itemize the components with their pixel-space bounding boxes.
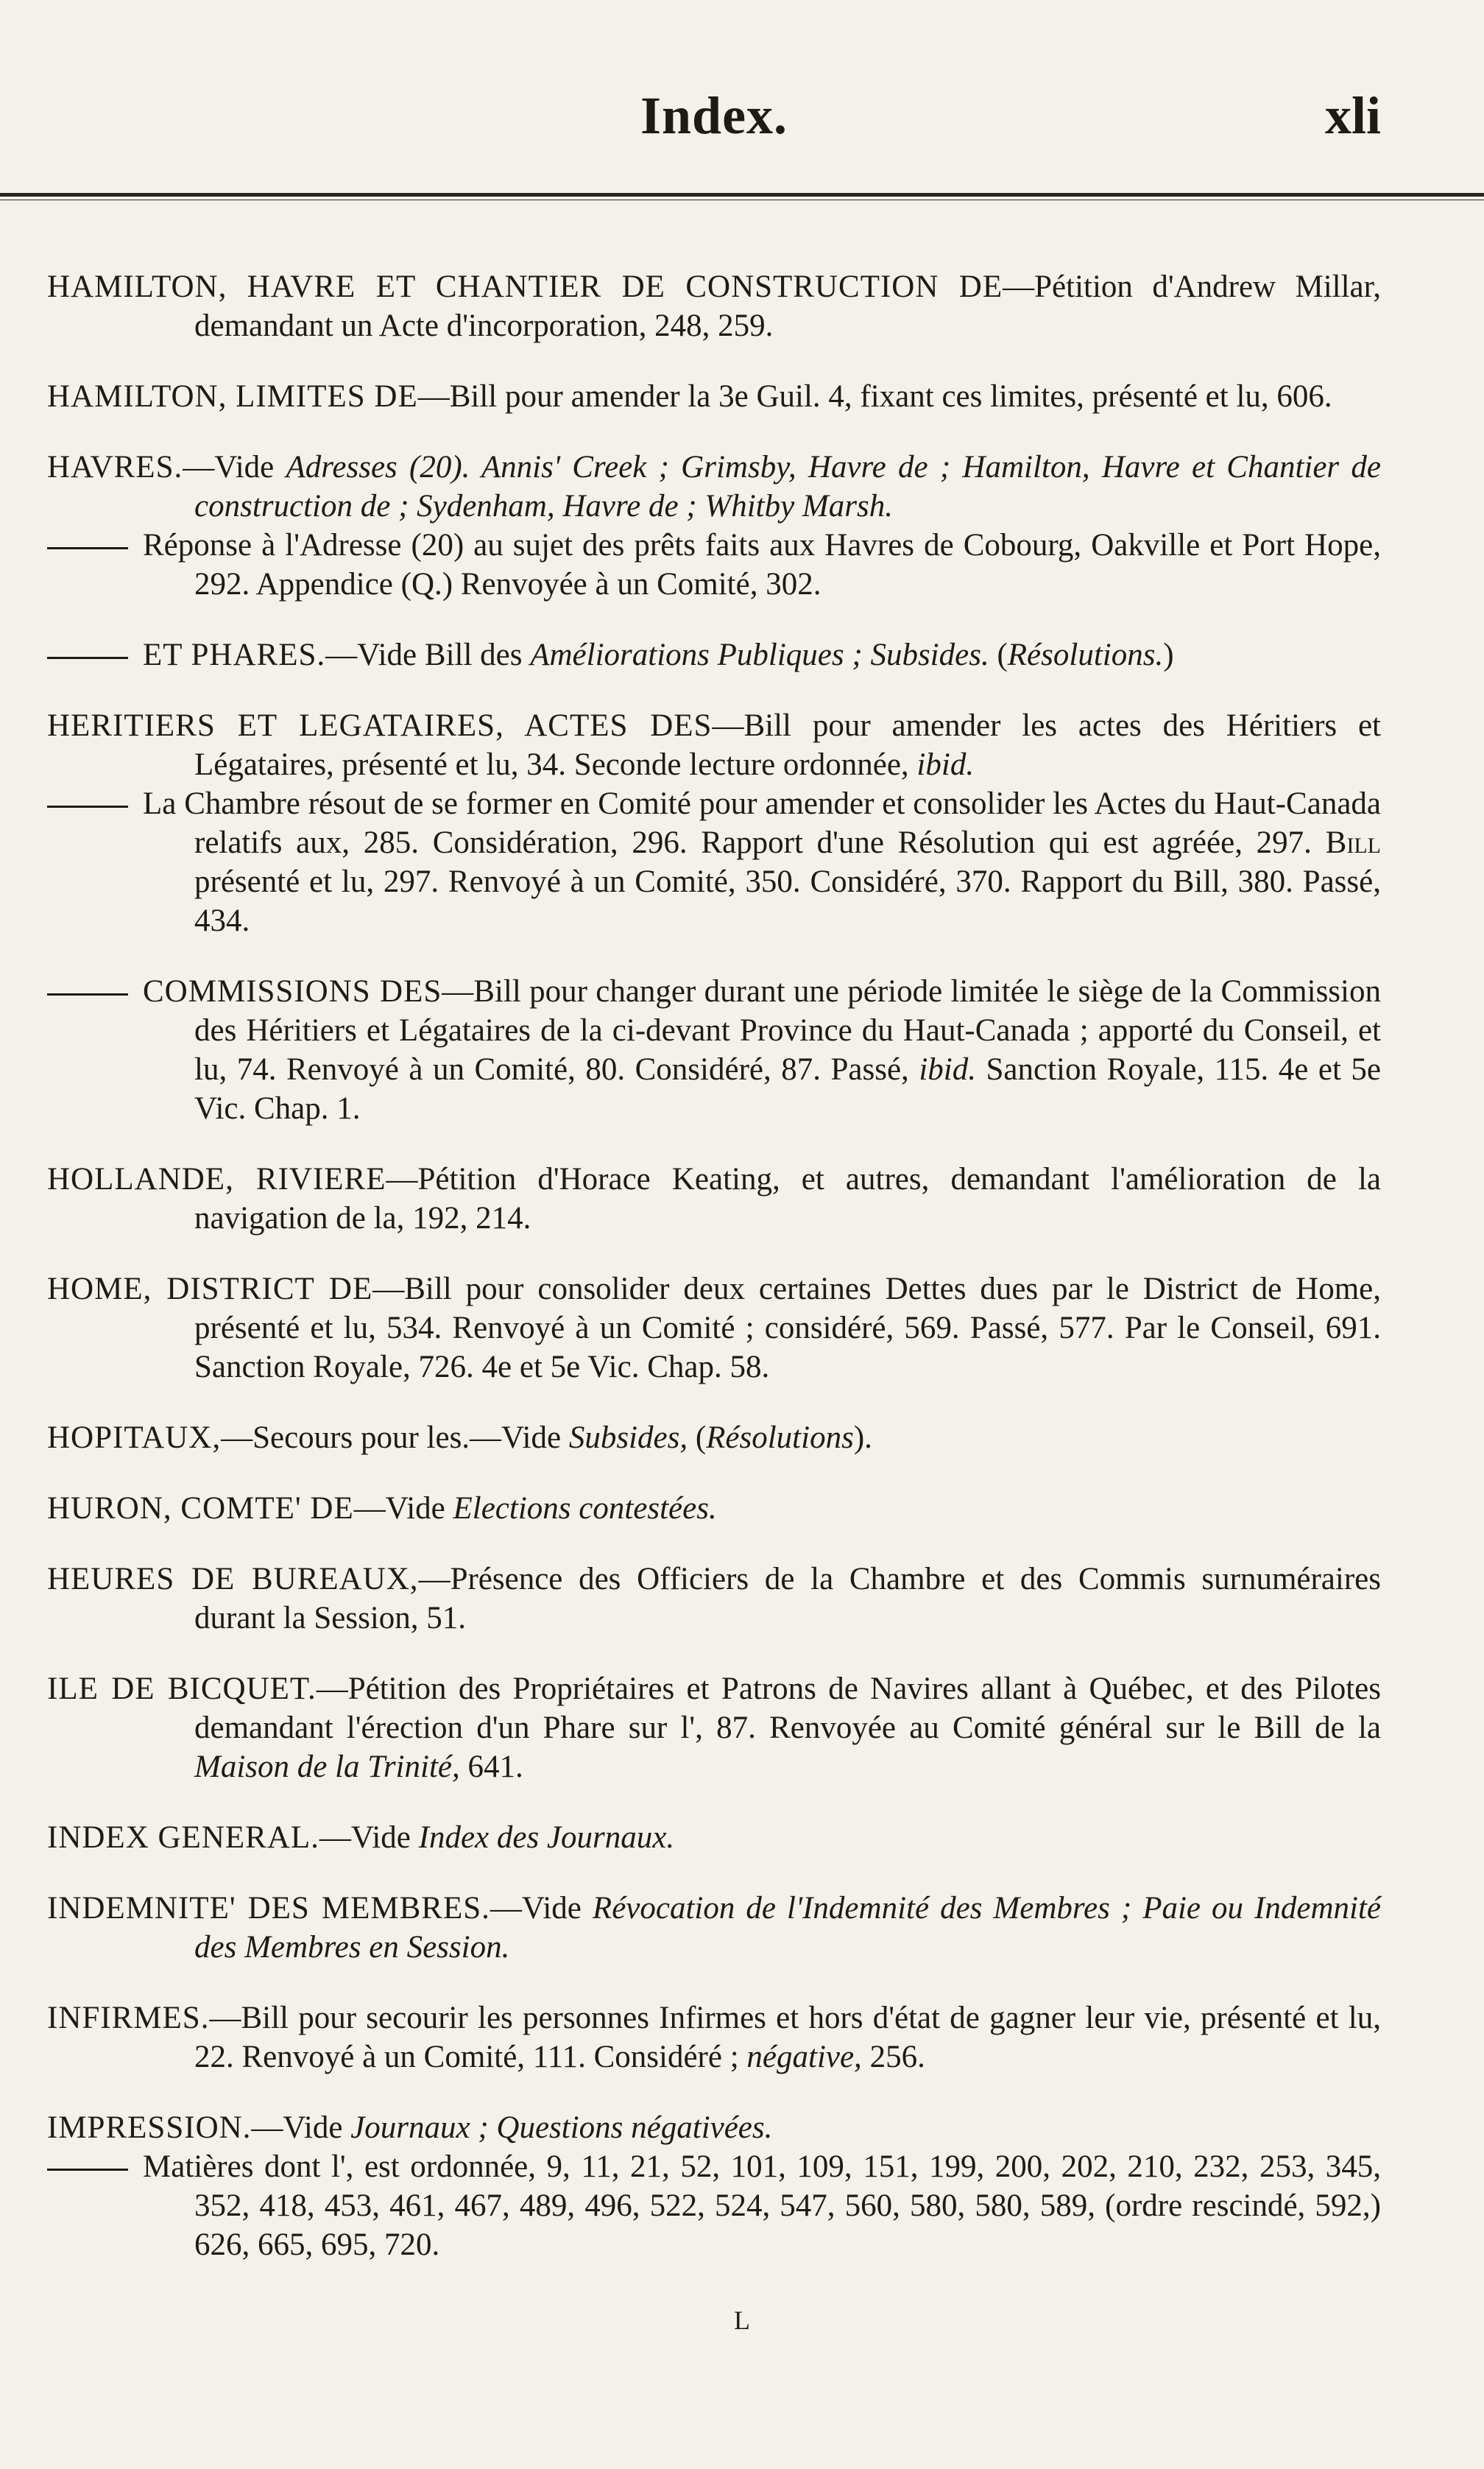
entry-reference: Résolutions. bbox=[1007, 638, 1164, 672]
entry-text: —Vide bbox=[251, 2110, 351, 2145]
entry-heading: HOME, DISTRICT DE bbox=[47, 1272, 373, 1306]
dash-rule bbox=[47, 657, 128, 659]
entry-text: ( bbox=[989, 638, 1008, 672]
index-entry bbox=[47, 267, 1381, 345]
entry-text: —Vide bbox=[353, 1491, 453, 1526]
entry-reference: Révocation de l'Indemnité des Membres ; Paie ou Indemnité des Membres en Session. bbox=[194, 1891, 1381, 1965]
index-entry bbox=[47, 1889, 1381, 1967]
index-entry bbox=[47, 1489, 1381, 1528]
entry-smallcaps: Bill bbox=[1325, 825, 1381, 860]
index-entry bbox=[47, 1560, 1381, 1638]
entry-heading: HAMILTON, LIMITES DE bbox=[47, 379, 418, 414]
index-entry bbox=[47, 1418, 1381, 1457]
page-header bbox=[47, 0, 1381, 189]
entry-text: présenté et lu, 297. Renvoyé à un Comité, 350. Considéré, 370. Rapport du Bill, 380. Passé, 434. bbox=[194, 864, 1381, 938]
dash-rule bbox=[47, 993, 128, 996]
signature-mark: L bbox=[734, 2306, 750, 2335]
entry-reference: Index des Journaux. bbox=[418, 1820, 675, 1855]
entry-reference: Améliorations Publiques ; Subsides. bbox=[530, 638, 989, 672]
entry-heading: INDEMNITE' DES MEMBRES. bbox=[47, 1891, 490, 1926]
index-entry bbox=[47, 706, 1381, 784]
entry-reference: Subsides, bbox=[568, 1420, 688, 1455]
entry-text: —Bill pour changer durant une période limitée le siège de la Commission des Héritiers et Légataires de la ci-devant Province du Haut-Canada ; apporté du Conseil, et lu, 74. Renvoyé à un Comité, 80. Considéré, 87. Passé, bbox=[194, 974, 1381, 1087]
entry-text: ). bbox=[853, 1420, 872, 1455]
entry-text: Matières dont l', est ordonnée, 9, 11, 21, 52, 101, 109, 151, 199, 200, 202, 210, 232, 253, 345, 352, 418, 453, 461, 467, 489, 496, 522, 524, 547, 560, 580, 580, 589, (ordre rescindé, 592,) 626, 665, 695, 720. bbox=[143, 2149, 1381, 2262]
page-number: xli bbox=[1324, 86, 1381, 145]
entry-text: —Vide Bill des bbox=[325, 638, 531, 672]
index-entry bbox=[47, 1669, 1381, 1786]
entry-heading: HURON, COMTE' DE bbox=[47, 1491, 354, 1526]
entry-text: ( bbox=[688, 1420, 707, 1455]
index-subentry bbox=[47, 635, 1381, 675]
entry-heading: ILE DE BICQUET. bbox=[47, 1672, 317, 1706]
index-entry bbox=[47, 377, 1381, 416]
entry-heading: ET PHARES. bbox=[143, 638, 326, 672]
entry-text: —Bill pour consolider deux certaines Dettes dues par le District de Home, présenté et lu, 534. Renvoyé à un Comité ; considéré, 569. Passé, 577. Par le Conseil, 691. Sanction Royale, 726. 4e et 5e Vic. Chap. 58. bbox=[194, 1272, 1382, 1384]
entry-reference: ibid. bbox=[919, 1052, 976, 1087]
entry-text: —Pétition d'Horace Keating, et autres, demandant l'amélioration de la navigation de la, 192, 214. bbox=[194, 1162, 1381, 1236]
entry-text: ) bbox=[1163, 638, 1174, 672]
entry-text: —Secours pour les.—Vide bbox=[221, 1420, 569, 1455]
entry-reference: Maison de la Trinité, bbox=[194, 1750, 460, 1784]
entry-text: —Bill pour amender la 3e Guil. 4, fixant ces limites, présenté et lu, 606. bbox=[417, 379, 1332, 414]
entry-heading: IMPRESSION. bbox=[47, 2110, 252, 2145]
index-subentry bbox=[47, 2147, 1381, 2264]
index-entry bbox=[47, 448, 1381, 526]
index-entry bbox=[47, 2108, 1381, 2147]
header-rule bbox=[0, 193, 1484, 200]
entry-reference: Résolutions bbox=[706, 1420, 854, 1455]
entry-heading: COMMISSIONS DES bbox=[143, 974, 442, 1009]
entry-heading: HOLLANDE, RIVIERE bbox=[47, 1162, 386, 1197]
index-subentry bbox=[47, 972, 1381, 1128]
page-title: Index. bbox=[640, 86, 788, 145]
entry-text: Sanction Royale, 115. 4e et 5e Vic. Chap. 1. bbox=[194, 1052, 1381, 1126]
entry-text: —Vide bbox=[490, 1891, 593, 1926]
entry-text: —Pétition des Propriétaires et Patrons de Navires allant à Québec, et des Pilotes demandant l'érection d'un Phare sur l', 87. Renvoyée au Comité général sur le Bill de la bbox=[194, 1672, 1381, 1745]
entry-text: —Bill pour amender les actes des Héritiers et Légataires, présenté et lu, 34. Seconde lecture ordonnée, bbox=[194, 708, 1381, 782]
entry-heading: HAVRES. bbox=[47, 450, 183, 485]
entry-text: —Vide bbox=[183, 450, 286, 485]
entry-text: 256. bbox=[861, 2040, 925, 2074]
index-entry bbox=[47, 1160, 1381, 1238]
entry-text: La Chambre résout de se former en Comité pour amender et consolider les Actes du Haut-Canada relatifs aux, 285. Considération, 296. Rapport d'une Résolution qui est agréée, 297. bbox=[143, 786, 1381, 860]
index-entry bbox=[47, 1998, 1381, 2077]
entry-heading: INFIRMES. bbox=[47, 2001, 210, 2035]
entry-reference: Elections contestées. bbox=[453, 1491, 717, 1526]
entry-heading: HERITIERS ET LEGATAIRES, ACTES DES bbox=[47, 708, 713, 743]
index-entry bbox=[47, 1269, 1381, 1387]
dash-rule bbox=[47, 547, 128, 549]
entry-text: Réponse à l'Adresse (20) au sujet des prêts faits aux Havres de Cobourg, Oakville et Port Hope, 292. Appendice (Q.) Renvoyée à un Comité, 302. bbox=[143, 528, 1381, 602]
entry-heading: HEURES DE BUREAUX, bbox=[47, 1562, 419, 1596]
entry-text: —Vide bbox=[319, 1820, 419, 1855]
entry-heading: INDEX GENERAL. bbox=[47, 1820, 319, 1855]
entry-text: —Bill pour secourir les personnes Infirmes et hors d'état de gagner leur vie, présenté et lu, 22. Renvoyé à un Comité, 111. Considéré ; bbox=[194, 2001, 1381, 2074]
index-subentry bbox=[47, 784, 1381, 940]
entry-reference: ibid. bbox=[916, 747, 975, 782]
index-entries bbox=[47, 236, 1381, 2283]
entry-heading: HAMILTON, HAVRE ET CHANTIER DE CONSTRUCTION DE bbox=[47, 270, 1003, 304]
entry-heading: HOPITAUX, bbox=[47, 1420, 222, 1455]
entry-reference: négative, bbox=[746, 2040, 862, 2074]
entry-text: 641. bbox=[459, 1750, 523, 1784]
index-subentry bbox=[47, 526, 1381, 604]
entry-text: —Pétition d'Andrew Millar, demandant un Acte d'incorporation, 248, 259. bbox=[194, 270, 1381, 343]
entry-reference: Adresses (20). Annis' Creek ; Grimsby, Havre de ; Hamilton, Havre et Chantier de construction de ; Sydenham, Havre de ; Whitby Marsh. bbox=[194, 450, 1381, 524]
entry-text: —Présence des Officiers de la Chambre et des Commis surnuméraires durant la Session, 51. bbox=[194, 1562, 1381, 1635]
dash-rule bbox=[47, 2169, 128, 2171]
dash-rule bbox=[47, 806, 128, 808]
entry-reference: Journaux ; Questions négativées. bbox=[350, 2110, 773, 2145]
index-entry bbox=[47, 1818, 1381, 1857]
